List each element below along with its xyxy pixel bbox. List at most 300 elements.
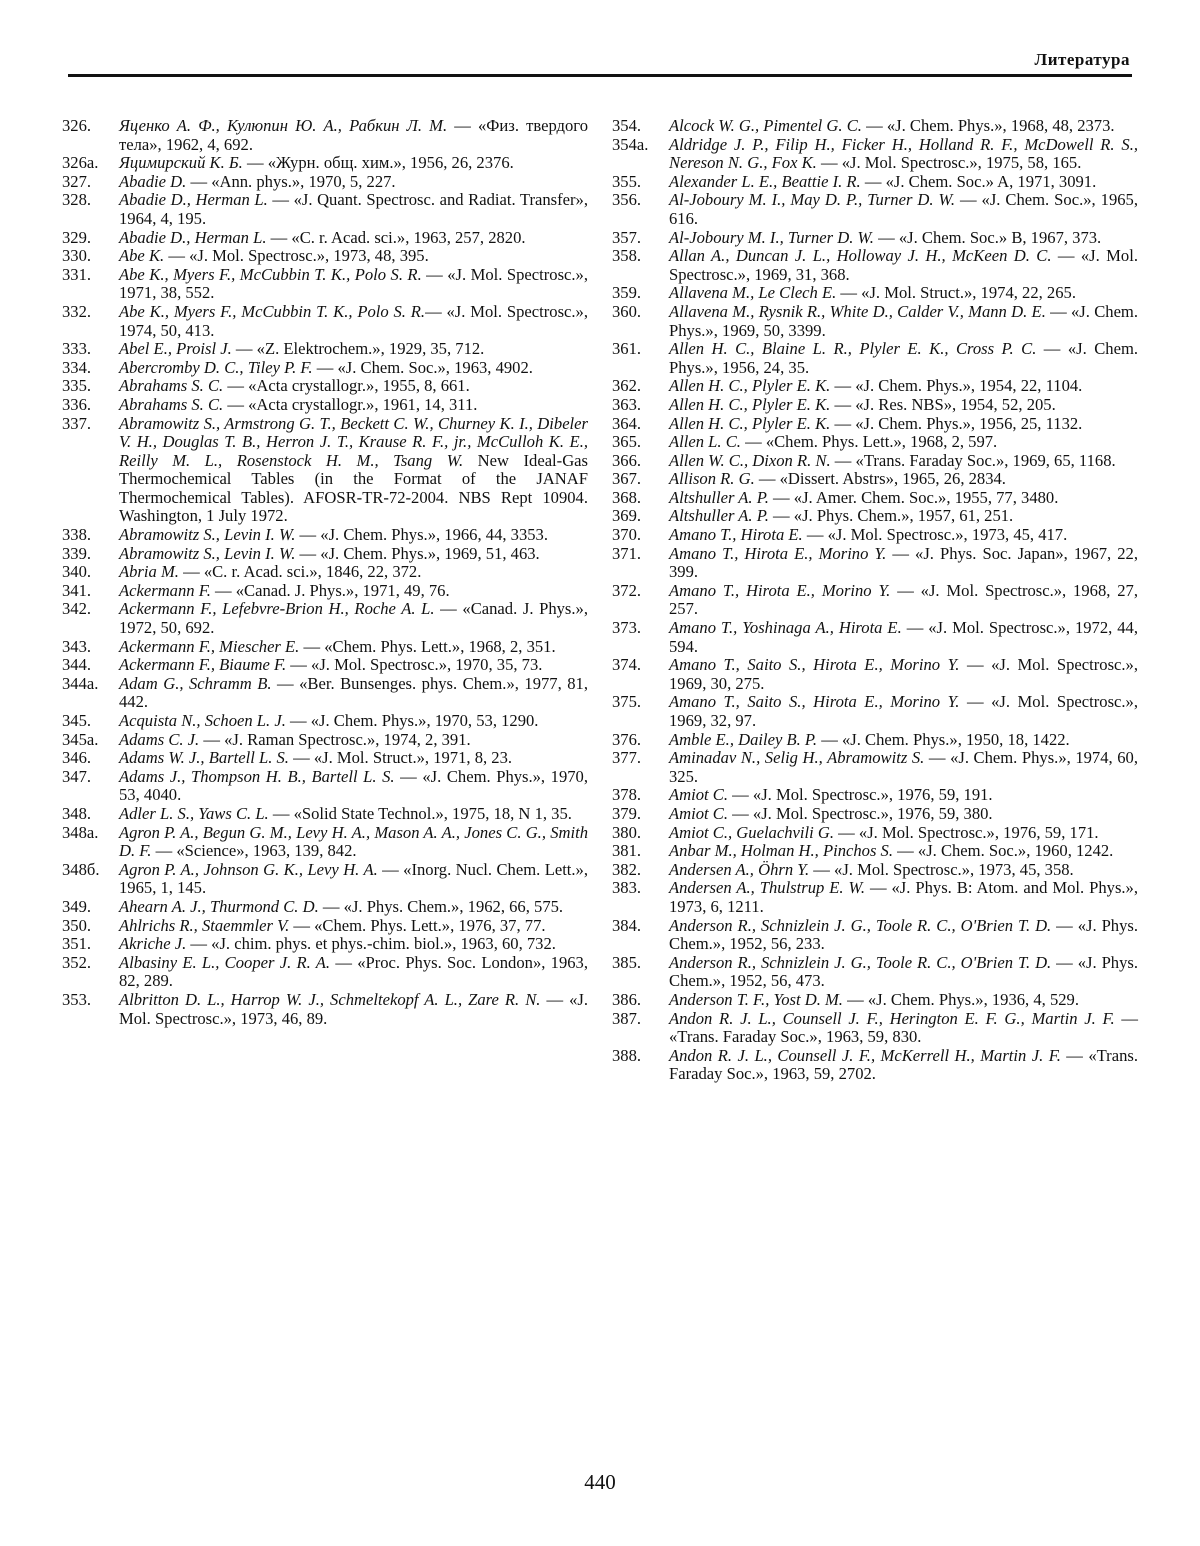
entry-text xyxy=(119,526,588,545)
entry-text xyxy=(669,656,1138,693)
entry-number: 340. xyxy=(62,562,92,582)
entry-authors: Albasiny E. L., Cooper J. R. A. xyxy=(119,952,331,972)
entry-source: — «J. Chem. Soc.», 1960, 1242. xyxy=(893,841,1114,861)
entry-authors: Abria M. xyxy=(119,562,179,582)
entry-number: 376. xyxy=(612,729,642,749)
entry-source: — «Canad. J. Phys.», 1972, 50, 692. xyxy=(119,599,588,638)
entry-text xyxy=(669,229,1138,248)
entry-number: 363. xyxy=(612,394,642,414)
bibliography-entry xyxy=(612,340,1138,377)
entry-source: — «J. Phys. Chem.», 1952, 56, 233. xyxy=(669,915,1138,954)
entry-source: — «Chem. Phys. Lett.», 1968, 2, 351. xyxy=(299,636,556,656)
entry-authors: Al-Joboury M. I., May D. P., Turner D. W. xyxy=(669,190,955,210)
entry-source: — «J. Chem. Phys.», 1950, 18, 1422. xyxy=(817,729,1070,749)
entry-number: 334. xyxy=(62,357,92,377)
entry-authors: Amano T., Yoshinaga A., Hirota E. xyxy=(669,618,902,638)
entry-number: 383. xyxy=(612,878,642,898)
entry-source: — «C. r. Acad. sci.», 1846, 22, 372. xyxy=(178,562,422,582)
entry-text xyxy=(669,247,1138,284)
entry-source: — «J. Chem. Phys.», 1956, 24, 35. xyxy=(669,339,1138,377)
bibliography-entry xyxy=(612,1010,1138,1047)
entry-source: — «J. Chem. Soc.» B, 1967, 373. xyxy=(873,227,1102,247)
entry-authors: Adam G., Schramm B. xyxy=(119,673,272,693)
bibliography-entry xyxy=(62,935,588,954)
entry-text xyxy=(119,731,588,750)
entry-source: — «J. Chem. Phys.», 1969, 50, 3399. xyxy=(669,301,1138,340)
bibliography-entry xyxy=(612,824,1138,843)
entry-number: 330. xyxy=(62,246,92,266)
entry-source: — «Физ. твердого тела», 1962, 4, 692. xyxy=(119,116,588,154)
page-number: 440 xyxy=(584,1470,616,1494)
entry-text xyxy=(119,415,588,527)
entry-number: 374. xyxy=(612,655,642,675)
entry-authors: Agron P. A., Begun G. M., Levy H. A., Mason A. A., Jones C. G., Smith D. F. xyxy=(119,822,588,861)
entry-text xyxy=(119,917,588,936)
entry-source: — «J. Mol. Spectrosc.», 1976, 59, 171. xyxy=(834,822,1099,842)
entry-number: 331. xyxy=(62,264,92,284)
bibliography-entry xyxy=(62,303,588,340)
entry-number: 326а. xyxy=(62,153,99,173)
entry-text xyxy=(119,582,588,601)
entry-source: — «J. Mol. Spectrosc.», 1971, 38, 552. xyxy=(119,264,588,303)
entry-source: — «J. Mol. Spectrosc.», 1973, 45, 358. xyxy=(809,859,1074,879)
bibliography-entry xyxy=(62,768,588,805)
bibliography-entry xyxy=(612,861,1138,880)
entry-number: 329. xyxy=(62,227,92,247)
entry-number: 347. xyxy=(62,766,92,786)
entry-source: — «Chem. Phys. Lett.», 1968, 2, 597. xyxy=(740,432,998,452)
entry-authors: Abadie D. xyxy=(119,171,187,191)
entry-number: 357. xyxy=(612,227,642,247)
bibliography-entry xyxy=(612,1047,1138,1084)
entry-source: — «J. Mol. Spectrosc.», 1968, 27, 257. xyxy=(669,580,1138,619)
entry-text xyxy=(669,415,1138,434)
bibliography-entry xyxy=(62,154,588,173)
entry-authors: Abe K. xyxy=(119,246,165,266)
entry-number: 362. xyxy=(612,376,642,396)
entry-source: — «J. Mol. Spectrosc.», 1976, 59, 380. xyxy=(728,803,993,823)
bibliography-entry xyxy=(612,786,1138,805)
entry-number: 372. xyxy=(612,580,642,600)
entry-number: 355. xyxy=(612,171,642,191)
bibliography-entry xyxy=(612,507,1138,526)
entry-source: — «Журн. общ. хим.», 1956, 26, 2376. xyxy=(242,153,514,173)
entry-source: — «J. Mol. Spectrosc.», 1969, 30, 275. xyxy=(669,655,1138,693)
bibliography-entry xyxy=(612,582,1138,619)
entry-number: 335. xyxy=(62,376,92,396)
entry-text xyxy=(119,898,588,917)
entry-source: — «J. Chem. Phys.», 1969, 51, 463. xyxy=(295,543,540,563)
entry-authors: Abel E., Proisl J. xyxy=(119,339,232,359)
entry-authors: Allen H. C., Plyler E. K. xyxy=(669,394,831,414)
entry-text xyxy=(119,600,588,637)
entry-text xyxy=(669,396,1138,415)
entry-text xyxy=(119,266,588,303)
entry-authors: Amiot C., Guelachvili G. xyxy=(669,822,834,842)
bibliography-entry xyxy=(612,470,1138,489)
entry-source: — «Z. Elektrochem.», 1929, 35, 712. xyxy=(231,339,485,359)
entry-number: 345а. xyxy=(62,729,99,749)
entry-number: 378. xyxy=(612,785,642,805)
entry-text xyxy=(119,712,588,731)
entry-authors: Amiot C. xyxy=(669,785,729,805)
entry-source: — «J. Chem. Phys.», 1936, 4, 529. xyxy=(842,989,1079,1009)
entry-text xyxy=(669,377,1138,396)
entry-text xyxy=(669,731,1138,750)
entry-source: — «J. Mol. Spectrosc.», 1973, 48, 395. xyxy=(164,246,429,266)
entry-authors: Ackermann F. xyxy=(119,580,211,600)
entry-authors: Ackermann F., Biaume F. xyxy=(119,655,287,675)
entry-source: — «Acta crystallogr.», 1961, 14, 311. xyxy=(223,394,478,414)
entry-text xyxy=(119,656,588,675)
entry-number: 386. xyxy=(612,989,642,1009)
bibliography-entry xyxy=(62,954,588,991)
entry-number: 326. xyxy=(62,116,92,135)
bibliography-entry xyxy=(62,229,588,248)
entry-text xyxy=(669,117,1138,136)
entry-number: 366. xyxy=(612,450,642,470)
entry-source: — «Trans. Faraday Soc.», 1963, 59, 2702. xyxy=(669,1045,1138,1084)
entry-text xyxy=(669,861,1138,880)
running-header-title: Литература xyxy=(1034,50,1130,69)
entry-source: — «Dissert. Abstrs», 1965, 26, 2834. xyxy=(754,469,1006,489)
bibliography-entry xyxy=(62,340,588,359)
entry-authors: Allen W. C., Dixon R. N. xyxy=(669,450,831,470)
entry-source: — «Chem. Phys. Lett.», 1976, 37, 77. xyxy=(289,915,546,935)
entry-source: — «J. Chem. Soc.» A, 1971, 3091. xyxy=(860,171,1097,191)
entry-authors: Aminadav N., Selig H., Abramowitz S. xyxy=(669,748,925,768)
entry-text xyxy=(119,563,588,582)
entry-text xyxy=(669,693,1138,730)
entry-number: 381. xyxy=(612,841,642,861)
bibliography-entry xyxy=(62,582,588,601)
entry-text xyxy=(669,991,1138,1010)
entry-authors: Яценко А. Ф., Кулюпин Ю. А., Рабкин Л. М. xyxy=(119,116,448,135)
entry-authors: Al-Joboury M. I., Turner D. W. xyxy=(669,227,874,247)
bibliography-entry xyxy=(62,917,588,936)
entry-number: 332. xyxy=(62,301,92,321)
entry-number: 333. xyxy=(62,339,92,359)
entry-authors: Anderson T. F., Yost D. M. xyxy=(669,989,843,1009)
entry-authors: Abadie D., Herman L. xyxy=(119,190,268,210)
entry-number: 361. xyxy=(612,339,642,359)
entry-authors: Allen L. C. xyxy=(669,432,741,452)
bibliography-entry xyxy=(62,191,588,228)
entry-authors: Amano T., Hirota E., Morino Y. xyxy=(669,580,891,600)
entry-text xyxy=(669,284,1138,303)
entry-source: — «Proc. Phys. Soc. London», 1963, 82, 289. xyxy=(119,952,588,991)
entry-text xyxy=(119,991,588,1028)
entry-authors: Alcock W. G., Pimentel G. C. xyxy=(669,116,862,135)
entry-number: 380. xyxy=(612,822,642,842)
entry-source: — «J. Mol. Struct.», 1974, 22, 265. xyxy=(836,283,1076,303)
entry-text xyxy=(119,396,588,415)
entry-authors: Adams C. J. xyxy=(119,729,200,749)
bibliography-entry xyxy=(62,749,588,768)
entry-number: 344. xyxy=(62,655,92,675)
entry-text xyxy=(119,229,588,248)
entry-text xyxy=(119,154,588,173)
entry-authors: Albritton D. L., Harrop W. J., Schmeltekopf A. L., Zare R. N. xyxy=(119,989,541,1009)
entry-number: 348а. xyxy=(62,822,99,842)
entry-text xyxy=(119,805,588,824)
entry-source: — «Acta crystallogr.», 1955, 8, 661. xyxy=(223,376,470,396)
entry-text xyxy=(669,489,1138,508)
entry-authors: Allavena M., Rysnik R., White D., Calder V., Mann D. E. xyxy=(669,301,1046,321)
entry-authors: Abadie D., Herman L. xyxy=(119,227,267,247)
entry-source: — «J. Mol. Spectrosc.», 1972, 44, 594. xyxy=(669,618,1138,656)
entry-source: — «J. Mol. Spectrosc.», 1973, 46, 89. xyxy=(119,989,588,1028)
entry-authors: Allavena M., Le Clech E. xyxy=(669,283,837,303)
entry-source: — «J. Phys. Chem.», 1957, 61, 251. xyxy=(768,506,1014,526)
entry-source: — «J. Chem. Phys.», 1966, 44, 3353. xyxy=(295,525,548,545)
bibliography-entry xyxy=(612,991,1138,1010)
bibliography-entry xyxy=(612,229,1138,248)
entry-text xyxy=(669,433,1138,452)
entry-source: — «J. Mol. Spectrosc.», 1970, 35, 73. xyxy=(286,655,543,675)
entry-source: — «J. Chem. Phys.», 1970, 53, 1290. xyxy=(285,711,539,730)
entry-number: 342. xyxy=(62,599,92,619)
entry-source: — «Canad. J. Phys.», 1971, 49, 76. xyxy=(210,580,450,600)
entry-number: 348. xyxy=(62,803,92,823)
entry-text xyxy=(669,191,1138,228)
entry-text xyxy=(119,935,588,954)
bibliography-entry xyxy=(612,526,1138,545)
bibliography-entry xyxy=(62,898,588,917)
entry-authors: Abramowitz S., Levin I. W. xyxy=(119,525,296,545)
bibliography-entry xyxy=(62,377,588,396)
bibliography-entry xyxy=(612,173,1138,192)
entry-authors: Andersen A., Thulstrup E. W. xyxy=(669,878,865,898)
entry-number: 367. xyxy=(612,469,642,489)
entry-source: — «J. Chem. Phys.», 1956, 25, 1132. xyxy=(830,413,1083,433)
entry-text xyxy=(119,545,588,564)
bibliography-entry xyxy=(62,638,588,657)
entry-number: 358. xyxy=(612,246,642,266)
entry-text xyxy=(669,136,1138,173)
bibliography-entry xyxy=(612,396,1138,415)
entry-text xyxy=(669,507,1138,526)
entry-authors: Anbar M., Holman H., Pinchos S. xyxy=(669,841,893,861)
entry-number: 360. xyxy=(612,301,642,321)
bibliography-entry xyxy=(62,712,588,731)
entry-authors: Alexander L. E., Beattie I. R. xyxy=(669,171,861,191)
entry-authors: Abramowitz S., Levin I. W. xyxy=(119,543,296,563)
entry-text xyxy=(669,954,1138,991)
entry-number: 328. xyxy=(62,190,92,210)
entry-source: — «J. Raman Spectrosc.», 1974, 2, 391. xyxy=(199,729,471,749)
entry-number: 349. xyxy=(62,896,92,916)
entry-source: — «Ann. phys.», 1970, 5, 227. xyxy=(186,171,396,191)
bibliography-entry xyxy=(62,545,588,564)
entry-authors: Яцимирский К. Б. xyxy=(119,153,243,173)
bibliography-entry xyxy=(612,247,1138,284)
entry-number: 339. xyxy=(62,543,92,563)
bibliography-entry xyxy=(612,117,1138,136)
entry-number: 343. xyxy=(62,636,92,656)
bibliography-entry xyxy=(612,805,1138,824)
bibliography-entry xyxy=(612,303,1138,340)
entry-source: — «J. Phys. Chem.», 1962, 66, 575. xyxy=(318,896,564,916)
entry-source: — «J. Chem. Phys.», 1954, 22, 1104. xyxy=(830,376,1083,396)
entry-source: — «Ber. Bunsenges. phys. Chem.», 1977, 81, 442. xyxy=(119,673,589,712)
entry-source: — «J. Mol. Spectrosc.», 1969, 32, 97. xyxy=(669,692,1138,730)
entry-text xyxy=(119,340,588,359)
entry-authors: Anderson R., Schnizlein J. G., Toole R. C., O'Brien T. D. xyxy=(669,952,1052,972)
entry-authors: Altshuller A. P. xyxy=(669,487,769,507)
entry-source: — «J. Phys. B: Atom. and Mol. Phys.», 1973, 6, 1211. xyxy=(669,878,1138,916)
entry-text xyxy=(669,470,1138,489)
entry-number: 370. xyxy=(612,525,642,545)
entry-number: 350. xyxy=(62,915,92,935)
entry-source: — «Trans. Faraday Soc.», 1969, 65, 1168. xyxy=(830,450,1116,470)
entry-text xyxy=(119,173,588,192)
bibliography-entry xyxy=(612,693,1138,730)
bibliography-right-column xyxy=(612,117,1138,1084)
entry-text xyxy=(119,359,588,378)
entry-source: — «Solid State Technol.», 1975, 18, N 1, 35. xyxy=(268,803,572,823)
bibliography-entry xyxy=(612,284,1138,303)
bibliography-entry xyxy=(612,191,1138,228)
entry-number: 369. xyxy=(612,506,642,526)
bibliography-entry xyxy=(62,117,588,154)
entry-number: 385. xyxy=(612,952,642,972)
entry-authors: Acquista N., Schoen L. J. xyxy=(119,711,286,730)
entry-number: 351. xyxy=(62,934,92,954)
entry-number: 337. xyxy=(62,413,92,433)
bibliography-entry xyxy=(62,731,588,750)
entry-text xyxy=(669,452,1138,471)
entry-text xyxy=(669,526,1138,545)
bibliography-entry xyxy=(62,266,588,303)
entry-authors: Aldridge J. P., Filip H., Ficker H., Holland R. F., McDowell R. S., Nereson N. G., Fox K. xyxy=(669,134,1138,173)
entry-source: — «Inorg. Nucl. Chem. Lett.», 1965, 1, 145. xyxy=(119,859,589,898)
entry-authors: Adams J., Thompson H. B., Bartell L. S. xyxy=(119,766,395,786)
entry-text xyxy=(669,842,1138,861)
bibliography-entry xyxy=(62,526,588,545)
entry-number: 338. xyxy=(62,525,92,545)
bibliography-entry xyxy=(612,749,1138,786)
entry-authors: Amano T., Saito S., Hirota E., Morino Y. xyxy=(669,655,960,675)
entry-number: 354. xyxy=(612,116,642,135)
entry-authors: Allen H. C., Plyler E. K. xyxy=(669,413,831,433)
entry-number: 373. xyxy=(612,618,642,638)
entry-source: — «J. Quant. Spectrosc. and Radiat. Transfer», 1964, 4, 195. xyxy=(119,190,588,228)
entry-text xyxy=(119,749,588,768)
entry-authors: Ackermann F., Lefebvre-Brion H., Roche A. L. xyxy=(119,599,435,619)
bibliography-entry xyxy=(612,433,1138,452)
entry-number: 346. xyxy=(62,748,92,768)
bibliography-entry xyxy=(612,656,1138,693)
bibliography-entry xyxy=(62,600,588,637)
entry-number: 354а. xyxy=(612,134,649,154)
entry-text xyxy=(669,1010,1138,1047)
bibliography-entry xyxy=(62,656,588,675)
entry-source: — «J. Mol. Spectrosc.», 1969, 31, 368. xyxy=(669,246,1138,284)
bibliography-entry xyxy=(612,954,1138,991)
entry-source: New Ideal-Gas Thermochemical Tables (in the Format of the JANAF Thermochemical Tables). AFOSR-TR-72-2004. NBS Rept 10904. Washington, 1 July 1972. xyxy=(119,450,588,526)
bibliography-entry xyxy=(62,415,588,527)
bibliography-entry xyxy=(62,396,588,415)
bibliography-entry xyxy=(62,991,588,1028)
entry-authors: Ahlrichs R., Staemmler V. xyxy=(119,915,290,935)
bibliography-entry xyxy=(62,805,588,824)
entry-text xyxy=(669,173,1138,192)
entry-text xyxy=(669,340,1138,377)
entry-authors: Abramowitz S., Armstrong G. T., Beckett C. W., Churney K. I., Dibeler V. H., Douglas T. B., Herron J. T., Krause R. F., jr., McCulloh K. E., Reilly M. L., Rosenstock H. M., Tsang W. xyxy=(119,413,588,470)
entry-number: 356. xyxy=(612,190,642,210)
entry-source: — «J. Chem. Soc.», 1963, 4902. xyxy=(312,357,533,377)
bibliography-entry xyxy=(612,619,1138,656)
entry-number: 348б. xyxy=(62,859,100,879)
entry-text xyxy=(669,879,1138,916)
entry-source: — «J. Mol. Spectrosc.», 1975, 58, 165. xyxy=(816,153,1082,173)
entry-authors: Amble E., Dailey B. P. xyxy=(669,729,818,749)
entry-authors: Ahearn A. J., Thurmond C. D. xyxy=(119,896,319,916)
entry-text xyxy=(119,638,588,657)
entry-authors: Andon R. J. L., Counsell J. F., McKerrell H., Martin J. F. xyxy=(669,1045,1061,1065)
entry-authors: Andersen A., Öhrn Y. xyxy=(669,859,810,879)
entry-text xyxy=(119,861,588,898)
bibliography-entry xyxy=(612,545,1138,582)
bibliography-entry xyxy=(612,136,1138,173)
entry-number: 352. xyxy=(62,952,92,972)
entry-source: — «J. chim. phys. et phys.-chim. biol.», 1963, 60, 732. xyxy=(186,934,556,954)
bibliography-entry xyxy=(612,377,1138,396)
entry-authors: Allen H. C., Plyler E. K. xyxy=(669,376,831,396)
entry-text xyxy=(119,377,588,396)
bibliography-entry xyxy=(62,359,588,378)
entry-source: — «J. Mol. Spectrosc.», 1976, 59, 191. xyxy=(728,785,993,805)
bibliography-entry xyxy=(612,917,1138,954)
entry-authors: Agron P. A., Johnson G. K., Levy H. A. xyxy=(119,859,378,879)
entry-authors: Allen H. C., Blaine L. R., Plyler E. K., Cross P. C. xyxy=(669,339,1037,359)
entry-authors: Allan A., Duncan J. L., Holloway J. H., McKeen D. C. xyxy=(669,246,1052,266)
entry-text xyxy=(119,117,588,154)
entry-text xyxy=(669,917,1138,954)
bibliography-entry xyxy=(62,173,588,192)
entry-text xyxy=(119,247,588,266)
entry-source: — «J. Chem. Soc.», 1965, 616. xyxy=(669,190,1138,228)
entry-source: — «J. Res. NBS», 1954, 52, 205. xyxy=(830,394,1056,414)
entry-number: 345. xyxy=(62,711,92,730)
entry-text xyxy=(669,303,1138,340)
entry-authors: Abrahams S. C. xyxy=(119,394,224,414)
entry-number: 368. xyxy=(612,487,642,507)
entry-text xyxy=(119,768,588,805)
entry-number: 359. xyxy=(612,283,642,303)
entry-authors: Ackermann F., Miescher E. xyxy=(119,636,300,656)
entry-authors: Adler L. S., Yaws C. L. xyxy=(119,803,269,823)
bibliography-entry xyxy=(612,452,1138,471)
entry-number: 379. xyxy=(612,803,642,823)
bibliography-entry xyxy=(62,824,588,861)
entry-source: — «J. Mol. Struct.», 1971, 8, 23. xyxy=(288,748,513,768)
entry-number: 327. xyxy=(62,171,92,191)
entry-authors: Adams W. J., Bartell L. S. xyxy=(119,748,289,768)
entry-number: 365. xyxy=(612,432,642,452)
entry-text xyxy=(119,954,588,991)
entry-text xyxy=(669,824,1138,843)
entry-source: — «J. Chem. Phys.», 1974, 60, 325. xyxy=(669,748,1138,786)
header-rule xyxy=(68,74,1132,77)
entry-number: 384. xyxy=(612,915,642,935)
bibliography-entry xyxy=(62,675,588,712)
entry-number: 353. xyxy=(62,989,92,1009)
entry-source: — «J. Phys. Chem.», 1952, 56, 473. xyxy=(669,952,1138,991)
bibliography-left-column xyxy=(62,117,588,1028)
entry-authors: Altshuller A. P. xyxy=(669,506,769,526)
